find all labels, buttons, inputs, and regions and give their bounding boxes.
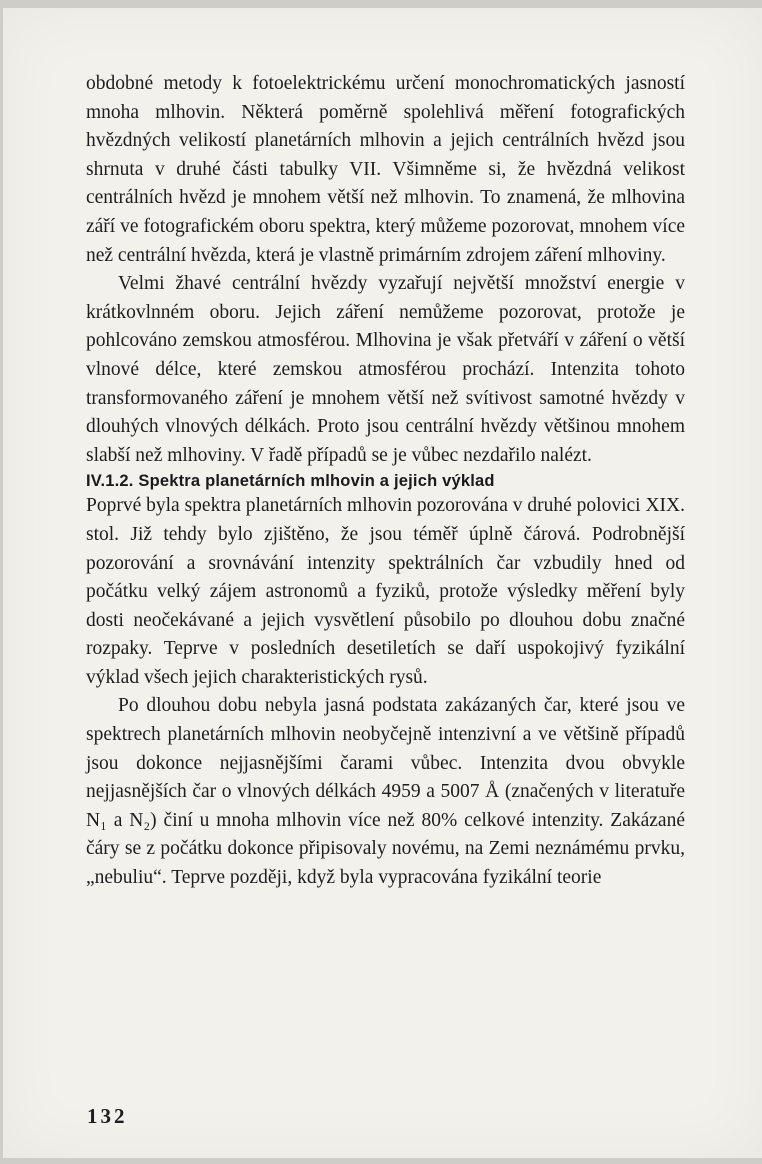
text-block [86,70,685,893]
book-page [3,8,762,1158]
paragraph-continuation: obdobné metody k fotoelektrickému určení monochromatických jasností mnoha mlhovin. Některá poměrně spolehlivá měření fotografických hvězdných velikostí planetárních mlhovin a jejich centrálních hvězd jsou shrnuta v druhé části tabulky VII. Všimněme si, že hvězdná velikost centrálních hvězd je mnohem větší než mlhovin. To znamená, že mlhovina září ve fotografickém oboru spektra, který můžeme pozorovat, mnohem více než centrální hvězda, která je vlastně primárním zdrojem záření mlhoviny. [86,73,685,266]
paragraph: Velmi žhavé centrální hvězdy vyzařují největší množství energie v krátkovlnném oboru. Jejich záření nemůžeme pozorovat, protože je pohlcováno zemskou atmosférou. Mlhovina je však přetváří v záření o větší vlnové délce, které zemskou atmosférou prochází. Intenzita tohoto transformovaného záření je mnohem větší než svítivost samotné hvězdy v dlouhých vlnových délkách. Proto jsou centrální hvězdy většinou mnohem slabší než mlhoviny. V řadě případů se je vůbec nezdařilo nalézt. [86,273,685,466]
section-heading: IV.1.2. Spektra planetárních mlhovin a jejich výklad [86,472,495,491]
page-number: 132 [87,1104,128,1128]
paragraph: Poprvé byla spektra planetárních mlhovin pozorována v druhé polovici XIX. stol. Již tehdy bylo zjištěno, že jsou téměř úplně čárová. Podrobnější pozorování a srovnávání intenzity spektrálních čar vzbudily hned od počátku velký zájem astronomů a fyziků, protože výsledky měření byly dosti neočekávané a jejich vysvětlení působilo po dlouhou dobu značné rozpaky. Teprve v posledních desetiletích se daří uspokojivý fyzikální výklad všech jejich charakteristických rysů. [86,495,685,688]
paragraph: Po dlouhou dobu nebyla jasná podstata zakázaných čar, které jsou ve spektrech planetárních mlhovin neobyčejně intenzivní a ve většině případů jsou dokonce nejjasnějšími čarami vůbec. Intenzita dvou obvykle nejjasnějších čar o vlnových délkách 4959 a 5007 Å (značených v literatuře N₁ a N₂) činí u mnoha mlhovin více než 80% celkové intenzity. Zakázané čáry se z počátku dokonce připisovaly novému, na Zemi neznámému prvku, „nebuliu“. Teprve později, když byla vypracována fyzikální teorie [86,695,685,889]
